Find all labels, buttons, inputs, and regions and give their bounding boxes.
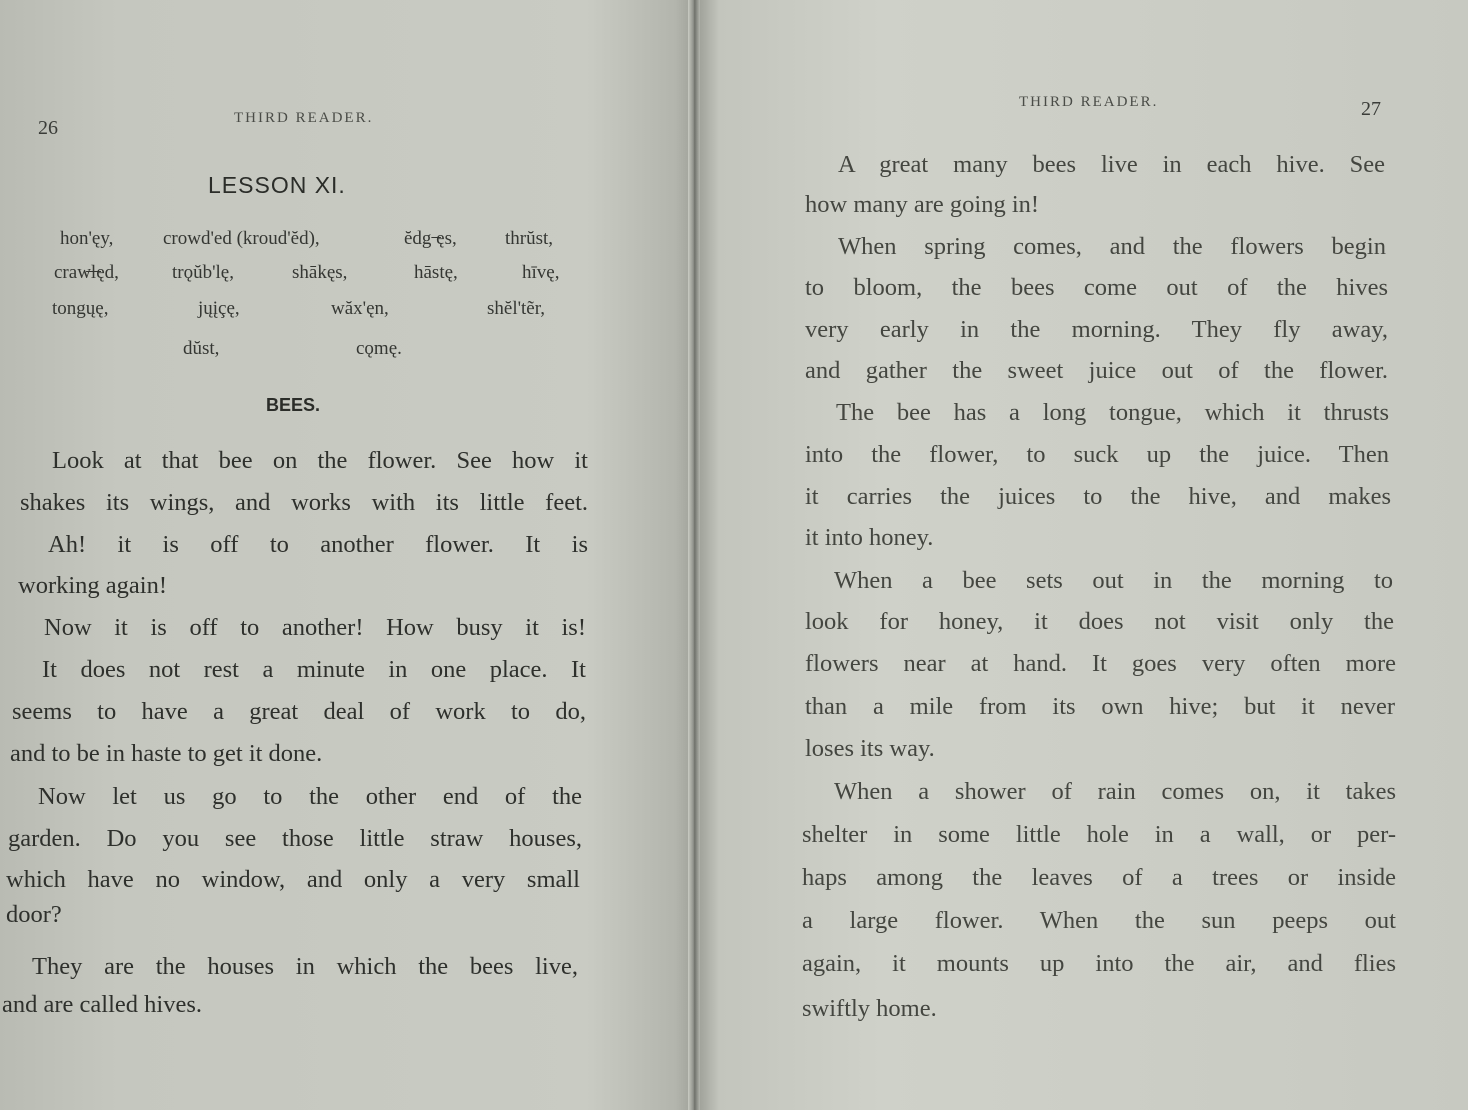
vocabulary-word: hīvę,	[522, 262, 560, 283]
text-line: When a shower of rain comes on, it takes	[834, 778, 1396, 805]
text-line: haps among the leaves of a trees or inside	[802, 864, 1396, 891]
text-line: very early in the morning. They fly away,	[805, 316, 1388, 343]
text-line: door?	[6, 901, 62, 928]
vocabulary-row	[50, 298, 590, 328]
book-gutter	[688, 0, 700, 1110]
text-line: Ah! it is off to another flower. It is	[48, 531, 588, 558]
vocabulary-word: cǫmę.	[356, 338, 402, 359]
text-line: The bee has a long tongue, which it thrusts	[836, 399, 1389, 426]
text-line: seems to have a great deal of work to do,	[12, 698, 586, 725]
text-line: When spring comes, and the flowers begin	[838, 233, 1386, 260]
text-line: into the flower, to suck up the juice. Then	[805, 441, 1389, 468]
text-line: Now it is off to another! How busy it is!	[44, 614, 586, 641]
text-line: shakes its wings, and works with its little feet.	[20, 489, 588, 516]
vocabulary-word: shākęs,	[292, 262, 348, 283]
text-line: When a bee sets out in the morning to	[834, 567, 1393, 594]
text-line: A great many bees live in each hive. See	[838, 151, 1385, 178]
text-line: which have no window, and only a very small	[6, 866, 580, 893]
left-page	[0, 0, 690, 1110]
text-line: and gather the sweet juice out of the flower.	[805, 357, 1388, 384]
text-line: flowers near at hand. It goes very often more	[805, 650, 1396, 677]
vocabulary-word: shĕl'tẽr,	[487, 298, 546, 319]
text-line: and to be in haste to get it done.	[10, 740, 323, 767]
text-line: how many are going in!	[805, 191, 1040, 218]
vocabulary-row	[50, 338, 590, 368]
vocabulary-word: crowd'ed (kroud'ĕd),	[163, 228, 320, 249]
text-line: shelter in some little hole in a wall, or per-	[802, 821, 1396, 848]
vocabulary-word: craw̶l̶ęd,	[54, 262, 119, 283]
text-line: They are the houses in which the bees live,	[32, 953, 578, 980]
running-header: THIRD READER.	[1019, 94, 1159, 110]
vocabulary-word: hāstę,	[414, 262, 458, 283]
vocabulary-word: tongųę,	[52, 298, 109, 319]
text-line: and are called hives.	[2, 991, 202, 1018]
vocabulary-word: thrŭst,	[505, 228, 554, 249]
vocabulary-word: trǫŭb'lę,	[172, 262, 234, 283]
text-line: working again!	[18, 572, 167, 599]
text-line: swiftly home.	[802, 995, 937, 1022]
vocabulary-row	[50, 228, 590, 258]
lesson-title: LESSON XI.	[208, 172, 346, 198]
text-line: it carries the juices to the hive, and makes	[805, 483, 1391, 510]
text-line: garden. Do you see those little straw houses,	[8, 825, 582, 852]
page-number: 26	[38, 117, 58, 139]
text-line: It does not rest a minute in one place. It	[42, 656, 586, 683]
text-line: Now let us go to the other end of the	[38, 783, 582, 810]
vocabulary-row	[50, 262, 590, 292]
vocabulary-word: wăx'ęn,	[331, 298, 389, 319]
text-line: to bloom, the bees come out of the hives	[805, 274, 1388, 301]
vocabulary-word: dŭst,	[183, 338, 220, 359]
text-line: Look at that bee on the flower. See how it	[52, 447, 588, 474]
text-line: again, it mounts up into the air, and flies	[802, 950, 1396, 977]
section-title: BEES.	[266, 395, 321, 415]
page-number: 27	[1361, 98, 1381, 120]
text-line: it into honey.	[805, 524, 934, 551]
vocabulary-word: jųįçę,	[198, 298, 240, 319]
running-header: THIRD READER.	[234, 110, 374, 126]
text-line: loses its way.	[805, 735, 935, 762]
text-line: a large flower. When the sun peeps out	[802, 907, 1396, 934]
text-line: than a mile from its own hive; but it never	[805, 693, 1395, 720]
text-line: look for honey, it does not visit only the	[805, 608, 1394, 635]
vocabulary-word: hon'ęy,	[60, 228, 114, 249]
vocabulary-word: ĕdg ̶ęs,	[404, 228, 457, 249]
